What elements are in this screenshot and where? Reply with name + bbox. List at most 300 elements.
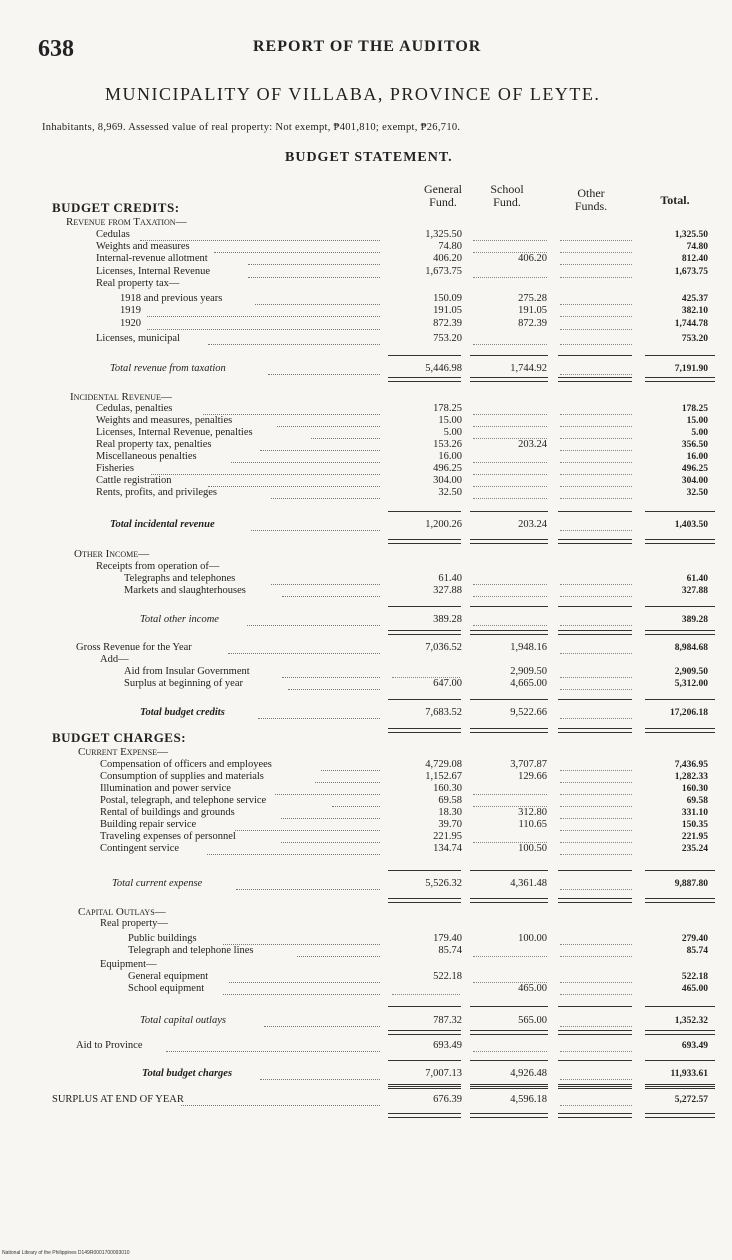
rule-line [558, 355, 632, 356]
total-value: 16.00 [686, 452, 708, 462]
rule-line [470, 511, 548, 512]
school-fund-value: 203.24 [518, 439, 547, 450]
dotted-leader [223, 993, 380, 995]
table-row [0, 1040, 732, 1052]
rule-line [645, 1060, 715, 1061]
dotted-leader [147, 328, 380, 330]
general-fund-value: 18.30 [438, 807, 462, 818]
table-row [0, 363, 732, 375]
table-row [0, 707, 732, 719]
row-label: Capital Outlays— [78, 906, 166, 918]
row-label: Licenses, municipal [96, 333, 180, 344]
total-value: 389.28 [681, 615, 708, 625]
row-label: Equipment— [100, 959, 157, 970]
row-label: Total current expense [112, 878, 203, 889]
table-row [0, 439, 732, 451]
rule-line [470, 1086, 548, 1087]
rule-line [558, 1086, 632, 1087]
total-value: 221.95 [681, 832, 708, 842]
row-label: Total budget charges [142, 1068, 233, 1079]
table-row [0, 241, 732, 253]
general-fund-value: 647.00 [433, 678, 462, 689]
table-row [0, 654, 732, 666]
row-label: Cattle registration [96, 475, 172, 486]
general-fund-value: 16.00 [438, 451, 462, 462]
rule-line [558, 898, 632, 903]
table-row [0, 642, 732, 654]
school-fund-blank [473, 955, 547, 957]
row-label: Total budget credits [140, 707, 225, 718]
dotted-leader [282, 595, 380, 597]
general-fund-value: 676.39 [433, 1094, 462, 1105]
rule-line [388, 1030, 461, 1035]
general-fund-value: 5,526.32 [425, 878, 462, 889]
total-value: 8,984.68 [674, 643, 708, 653]
rule-line [388, 630, 461, 635]
table-row [0, 878, 732, 890]
general-fund-value: 15.00 [438, 415, 462, 426]
school-fund-value: 872.39 [518, 318, 547, 329]
row-label: Compensation of officers and employees [100, 759, 272, 770]
school-fund-value: 465.00 [518, 983, 547, 994]
table-row [0, 971, 732, 983]
other-funds-blank [560, 853, 632, 855]
row-label: Rents, profits, and privileges [96, 487, 218, 498]
row-label: Weights and measures, penalties [96, 415, 233, 426]
dotted-leader [288, 688, 380, 690]
table-row [0, 678, 732, 690]
total-value: 382.10 [681, 306, 708, 316]
total-value: 327.88 [681, 586, 708, 596]
rule-line [558, 606, 632, 607]
other-funds-blank [560, 955, 632, 957]
other-funds-blank [560, 1050, 632, 1052]
school-fund-value: 100.50 [518, 843, 547, 854]
row-label: Real property tax— [96, 278, 180, 289]
rule-line [470, 1030, 548, 1035]
rule-line [558, 1006, 632, 1007]
other-funds-blank [560, 1104, 632, 1106]
table-row [0, 415, 732, 427]
table-row [0, 1068, 732, 1080]
column-header-general-fund: General Fund. [424, 182, 462, 209]
row-label: Traveling expenses of personnel [100, 831, 236, 842]
other-funds-blank [560, 373, 632, 375]
row-label: 1919 [120, 305, 141, 316]
table-row [0, 933, 732, 945]
total-value: 11,933.61 [670, 1069, 708, 1079]
rule-line [645, 699, 715, 700]
total-value: 465.00 [681, 984, 708, 994]
rule-line [645, 377, 715, 382]
rule-line [470, 606, 548, 607]
total-value: 9,887.80 [674, 879, 708, 889]
school-fund-value: 129.66 [518, 771, 547, 782]
general-fund-value: 179.40 [433, 933, 462, 944]
table-row [0, 945, 732, 957]
rule-line [470, 1006, 548, 1007]
table-row [0, 1094, 732, 1106]
column-header-total: Total. [660, 193, 690, 207]
row-label: Internal-revenue allotment [96, 253, 208, 264]
row-label: Public buildings [128, 933, 197, 944]
table-row [0, 983, 732, 995]
rule-line [388, 539, 461, 544]
school-fund-value: 4,361.48 [510, 878, 547, 889]
school-fund-blank [473, 624, 547, 626]
school-fund-value: 1,744.92 [510, 363, 547, 374]
row-label: General equipment [128, 971, 209, 982]
total-value: 1,673.75 [674, 267, 708, 277]
rule-line [645, 870, 715, 871]
total-value: 1,403.50 [674, 520, 708, 530]
row-label: Real property— [100, 918, 168, 929]
rule-line [558, 630, 632, 635]
other-funds-blank [560, 263, 632, 265]
rule-line [645, 1086, 715, 1087]
rule-line [388, 1006, 461, 1007]
table-row [0, 293, 732, 305]
statement-title: BUDGET STATEMENT. [285, 150, 453, 165]
general-fund-value: 134.74 [433, 843, 462, 854]
row-label: Telegraphs and telephones [124, 573, 236, 584]
row-label: Weights and measures [96, 241, 190, 252]
table-row [0, 807, 732, 819]
dotted-leader [166, 1050, 380, 1052]
dotted-leader [271, 497, 380, 499]
table-row [0, 959, 732, 971]
general-fund-value: 221.95 [433, 831, 462, 842]
total-value: 1,282.33 [674, 772, 708, 782]
table-row [0, 475, 732, 487]
general-fund-value: 32.50 [438, 487, 462, 498]
row-label: BUDGET CHARGES: [52, 730, 187, 745]
total-value: 279.40 [681, 934, 708, 944]
school-fund-value: 275.28 [518, 293, 547, 304]
general-fund-value: 327.88 [433, 585, 462, 596]
row-label: Fisheries [96, 463, 134, 474]
table-row [0, 906, 732, 918]
rule-line [645, 1113, 715, 1118]
other-funds-blank [560, 497, 632, 499]
school-fund-value: 203.24 [518, 519, 547, 530]
dotted-leader [268, 373, 380, 375]
other-funds-blank [560, 1025, 632, 1027]
row-label: Illumination and power service [100, 783, 231, 794]
row-label: Cedulas [96, 229, 130, 240]
municipality-title: MUNICIPALITY OF VILLABA, PROVINCE OF LEYTE. [105, 84, 601, 104]
row-label: Receipts from operation of— [96, 561, 220, 572]
other-funds-blank [560, 688, 632, 690]
row-label: School equipment [128, 983, 205, 994]
rule-line [470, 1113, 548, 1118]
total-value: 85.74 [686, 946, 708, 956]
general-fund-value: 406.20 [433, 253, 462, 264]
total-value: 160.30 [681, 784, 708, 794]
general-fund-value: 61.40 [438, 573, 462, 584]
total-value: 522.18 [681, 972, 708, 982]
row-label: Total other income [140, 614, 219, 625]
total-value: 235.24 [681, 844, 708, 854]
row-label: Add— [100, 654, 129, 665]
rule-line [558, 870, 632, 871]
table-row [0, 666, 732, 678]
table-row [0, 819, 732, 831]
general-fund-value: 7,036.52 [425, 642, 462, 653]
rule-line [645, 606, 715, 607]
rule-line [645, 511, 715, 512]
total-value: 17,206.18 [670, 708, 708, 718]
rule-line [388, 898, 461, 903]
school-fund-value: 3,707.87 [510, 759, 547, 770]
other-funds-blank [560, 888, 632, 890]
total-value: 1,744.78 [674, 319, 708, 329]
table-row [0, 451, 732, 463]
general-fund-value: 787.32 [433, 1015, 462, 1026]
school-fund-blank [473, 1050, 547, 1052]
rule-line [470, 377, 548, 382]
table-row [0, 216, 732, 228]
table-row [0, 391, 732, 403]
rule-line [558, 1060, 632, 1061]
row-label: Other Income— [74, 548, 150, 560]
rule-line [645, 1030, 715, 1035]
school-fund-value: 4,596.18 [510, 1094, 547, 1105]
rule-line [388, 728, 461, 733]
rule-line [388, 355, 461, 356]
school-fund-value: 406.20 [518, 253, 547, 264]
other-funds-blank [560, 529, 632, 531]
table-row [0, 229, 732, 241]
rule-line [645, 1006, 715, 1007]
table-row [0, 759, 732, 771]
column-header-school-fund: School Fund. [490, 182, 524, 209]
dotted-leader [260, 1078, 380, 1080]
general-fund-value: 150.09 [433, 293, 462, 304]
school-fund-value: 4,926.48 [510, 1068, 547, 1079]
table-row [0, 427, 732, 439]
row-label: Miscellaneous penalties [96, 451, 197, 462]
general-fund-value: 7,007.13 [425, 1068, 462, 1079]
dotted-leader [247, 624, 380, 626]
row-label: Total incidental revenue [110, 519, 215, 530]
total-value: 1,352.32 [674, 1016, 708, 1026]
row-label: Postal, telegraph, and telephone service [100, 795, 267, 806]
table-row [0, 831, 732, 843]
general-fund-value: 1,673.75 [425, 266, 462, 277]
table-row [0, 305, 732, 317]
rule-line [388, 1060, 461, 1061]
general-fund-value: 693.49 [433, 1040, 462, 1051]
school-fund-value: 4,665.00 [510, 678, 547, 689]
row-label: Aid to Province [76, 1040, 143, 1051]
row-label: Licenses, Internal Revenue, penalties [96, 427, 253, 438]
row-label: Aid from Insular Government [124, 666, 250, 677]
other-funds-blank [560, 993, 632, 995]
total-value: 74.80 [686, 242, 708, 252]
school-fund-value: 2,909.50 [510, 666, 547, 677]
rule-line [558, 1030, 632, 1035]
row-label: Contingent service [100, 843, 180, 854]
other-funds-blank [560, 328, 632, 330]
rule-line [388, 1113, 461, 1118]
general-fund-value: 496.25 [433, 463, 462, 474]
row-label: Consumption of supplies and materials [100, 771, 264, 782]
school-fund-value: 9,522.66 [510, 707, 547, 718]
total-value: 2,909.50 [674, 667, 708, 677]
total-value: 356.50 [681, 440, 708, 450]
rule-line [470, 630, 548, 635]
total-value: 331.10 [681, 808, 708, 818]
rule-line [470, 355, 548, 356]
row-label: Total revenue from taxation [110, 363, 226, 374]
general-fund-value: 1,152.67 [425, 771, 462, 782]
table-row [0, 202, 732, 214]
general-fund-value: 178.25 [433, 403, 462, 414]
general-fund-value: 153.26 [433, 439, 462, 450]
rule-line [645, 539, 715, 544]
dotted-leader [248, 263, 380, 265]
rule-line [558, 511, 632, 512]
school-fund-value: 565.00 [518, 1015, 547, 1026]
table-row [0, 585, 732, 597]
row-label: Surplus at beginning of year [124, 678, 243, 689]
inhabitants-line: Inhabitants, 8,969. Assessed value of real property: Not exempt, ₱401,810; exempt, ₱26,710. [42, 122, 461, 133]
general-fund-value: 7,683.52 [425, 707, 462, 718]
other-funds-blank [560, 595, 632, 597]
row-label: Incidental Revenue— [70, 391, 172, 403]
school-fund-value: 100.00 [518, 933, 547, 944]
row-label: Gross Revenue for the Year [76, 642, 192, 653]
school-fund-value: 191.05 [518, 305, 547, 316]
table-row [0, 561, 732, 573]
general-fund-value: 1,200.26 [425, 519, 462, 530]
rule-line [645, 630, 715, 635]
rule-line [470, 1060, 548, 1061]
general-fund-value: 872.39 [433, 318, 462, 329]
dotted-leader [264, 1025, 380, 1027]
table-row [0, 519, 732, 531]
table-row [0, 318, 732, 330]
header-title: REPORT OF THE AUDITOR [253, 38, 482, 55]
school-fund-blank [473, 497, 547, 499]
rule-line [645, 898, 715, 903]
general-fund-value: 304.00 [433, 475, 462, 486]
table-row [0, 1015, 732, 1027]
dotted-leader [258, 717, 380, 719]
school-fund-value: 1,948.16 [510, 642, 547, 653]
total-value: 693.49 [681, 1041, 708, 1051]
total-value: 178.25 [681, 404, 708, 414]
rule-line [470, 898, 548, 903]
general-fund-value: 522.18 [433, 971, 462, 982]
total-value: 753.20 [681, 334, 708, 344]
general-fund-value: 160.30 [433, 783, 462, 794]
total-value: 1,325.50 [674, 230, 708, 240]
table-row [0, 548, 732, 560]
row-label: BUDGET CREDITS: [52, 200, 180, 215]
total-value: 150.35 [681, 820, 708, 830]
other-funds-blank [560, 343, 632, 345]
school-fund-value: 110.65 [518, 819, 547, 830]
total-value: 15.00 [686, 416, 708, 426]
general-fund-value: 5,446.98 [425, 363, 462, 374]
rule-line [470, 539, 548, 544]
total-value: 5.00 [691, 428, 708, 438]
dotted-leader [251, 529, 380, 531]
dotted-leader [297, 955, 380, 957]
table-row [0, 795, 732, 807]
other-funds-blank [560, 1078, 632, 1080]
rule-line [558, 539, 632, 544]
table-row [0, 732, 732, 744]
other-funds-blank [560, 717, 632, 719]
row-label: 1918 and previous years [120, 293, 223, 304]
total-value: 7,436.95 [674, 760, 708, 770]
rule-line [645, 355, 715, 356]
general-fund-value: 4,729.08 [425, 759, 462, 770]
row-label: Markets and slaughterhouses [124, 585, 246, 596]
total-value: 69.58 [686, 796, 708, 806]
total-value: 812.40 [681, 254, 708, 264]
rule-line [558, 699, 632, 700]
table-row [0, 403, 732, 415]
table-row [0, 783, 732, 795]
row-label: Building repair service [100, 819, 197, 830]
table-row [0, 266, 732, 278]
rule-line [388, 699, 461, 700]
table-row [0, 333, 732, 345]
general-fund-value: 191.05 [433, 305, 462, 316]
total-value: 61.40 [686, 574, 708, 584]
row-label: Real property tax, penalties [96, 439, 212, 450]
table-row [0, 487, 732, 499]
row-label: Current Expense— [78, 746, 169, 758]
table-row [0, 573, 732, 585]
total-value: 425.37 [681, 294, 708, 304]
rule-line [558, 377, 632, 382]
total-value: 5,272.57 [674, 1095, 708, 1105]
total-value: 304.00 [681, 476, 708, 486]
page-number: 638 [38, 36, 74, 62]
general-fund-value: 389.28 [433, 614, 462, 625]
rule-line [558, 1113, 632, 1118]
rule-line [388, 511, 461, 512]
row-label: Revenue from Taxation— [66, 216, 187, 228]
row-label: Total capital outlays [140, 1015, 226, 1026]
total-value: 496.25 [681, 464, 708, 474]
general-fund-value: 39.70 [438, 819, 462, 830]
school-fund-blank [473, 343, 547, 345]
row-label: Cedulas, penalties [96, 403, 173, 414]
dotted-leader [208, 343, 380, 345]
general-fund-value: 753.20 [433, 333, 462, 344]
general-fund-value: 1,325.50 [425, 229, 462, 240]
other-funds-blank [560, 624, 632, 626]
rule-line [470, 870, 548, 871]
dotted-leader [181, 1104, 380, 1106]
table-row [0, 746, 732, 758]
total-value: 5,312.00 [674, 679, 708, 689]
row-label: 1920 [120, 318, 141, 329]
rule-line [388, 377, 461, 382]
general-fund-blank [392, 993, 460, 995]
row-label: Licenses, Internal Revenue [96, 266, 210, 277]
other-funds-blank [560, 315, 632, 317]
rule-line [388, 1086, 461, 1087]
rule-line [645, 728, 715, 733]
dotted-leader [207, 853, 380, 855]
